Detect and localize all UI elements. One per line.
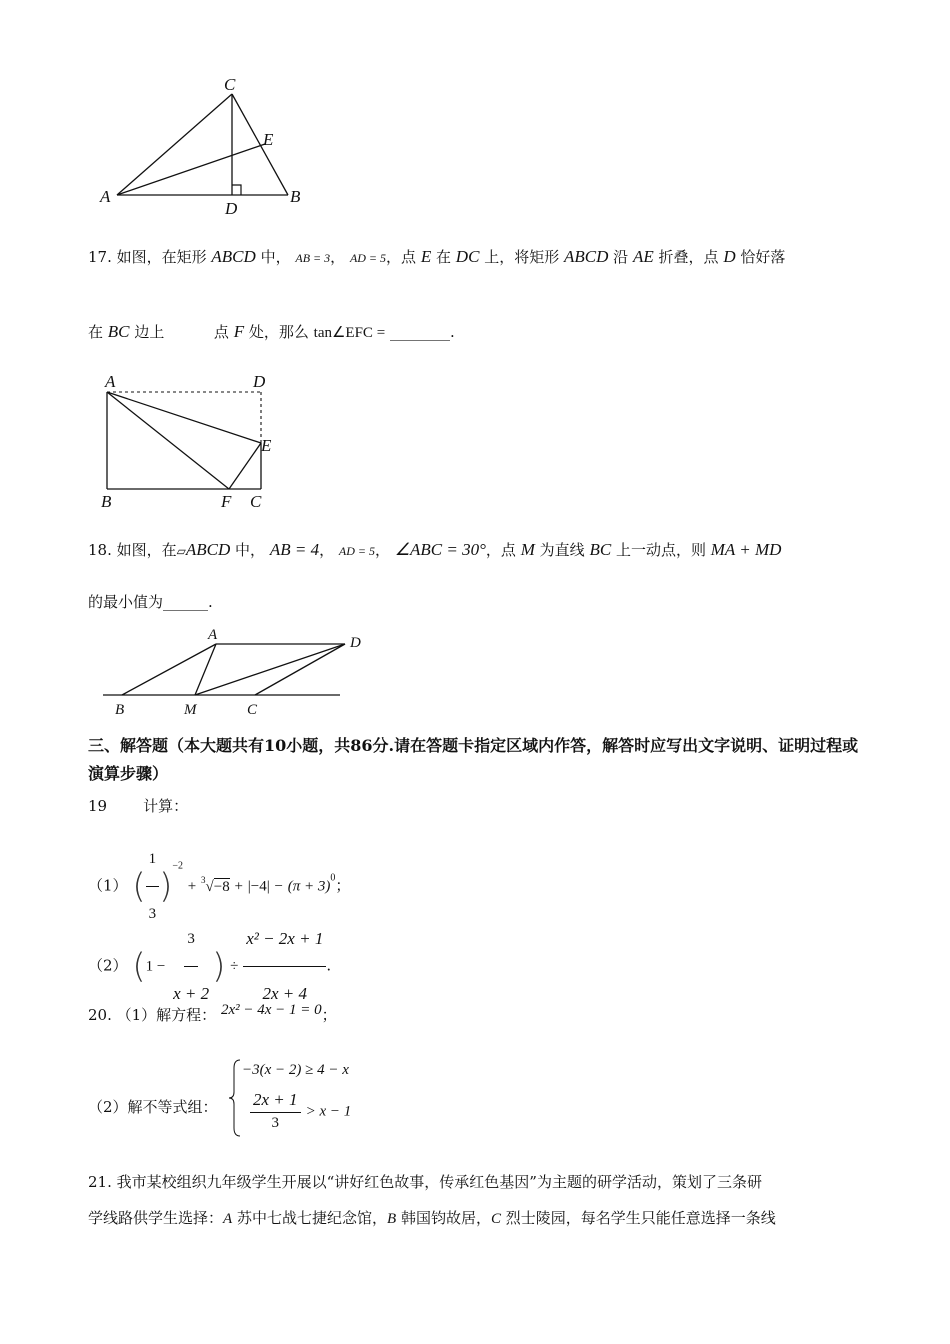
q17-line2: 在 BC 边上 点 F 处，那么 tan∠EFC = ________. (88, 322, 455, 341)
label-d: D (253, 372, 266, 391)
answer-blank[interactable]: ________ (389, 323, 450, 341)
q19-header: 19 计算： (88, 797, 189, 815)
label-b: B (101, 492, 112, 511)
label-e: E (261, 436, 272, 455)
label-c: C (247, 702, 258, 718)
label-e: E (263, 130, 274, 149)
label-d: D (225, 199, 238, 218)
q17-line1: 17. 如图，在矩形 ABCD 中， AB = 3， AD = 5，点 E 在 DC 上，将矩形 ABCD 沿 AE 折叠，点 D 恰好落 (88, 247, 786, 266)
q21-line1: 21. 我市某校组织九年级学生开展以“讲好红色故事，传承红色基因”为主题的研学活动，策划了三条研 (88, 1173, 762, 1191)
section-heading: 三、解答题（本大题共有10小题，共86分.请在答题卡指定区域内作答，解答时应写出文字说明、证明过程或演算步骤） (88, 736, 859, 783)
label-b: B (290, 187, 301, 206)
answer-blank[interactable]: ______ (163, 593, 209, 611)
q18-line2: 的最小值为______. (88, 593, 213, 611)
q18-line1: 18. 如图，在▱ABCD 中， AB = 4， AD = 5， ∠ABC = 30°，点 M 为直线 BC 上一动点，则 MA + MD (88, 540, 782, 559)
q20-part1: 20. （1）解方程： 2x² − 4x − 1 = 0； (88, 1002, 337, 1024)
label-m: M (184, 702, 197, 718)
label-c: C (250, 492, 262, 511)
label-f: F (221, 492, 232, 511)
label-d: D (350, 635, 361, 651)
label-a: A (100, 187, 111, 206)
label-c: C (224, 75, 236, 94)
label-a: A (105, 372, 116, 391)
q19-part1: （1） ( $\frac{1}{3}$ )$^{-2} + ^3√-8 + |-4| - (\pi + 3)^0$； (88, 834, 350, 939)
inequality-system: −3(x − 2) ≥ 4 − x $\frac{2x + 1}{3}$ > x − 1 (228, 1058, 388, 1138)
q19-part2: （2） (1 − $\frac{3}{x + 2}$ ) ÷ $\frac{\text{x² − 2x + 1}}{2x + 4}$ . (88, 914, 331, 1019)
q21-line2: 学线路供学生选择：A 苏中七战七捷纪念馆，B 韩国钧故居，C 烈士陵园，每名学生只能任意选择一条线 (88, 1209, 776, 1227)
figure-rectangle (95, 365, 295, 515)
label-a: A (208, 627, 218, 643)
q20-part2: （2）解不等式组： (88, 1098, 218, 1116)
figure-parallelogram (100, 625, 380, 720)
figure-triangle (95, 70, 315, 220)
label-b: B (115, 702, 125, 718)
